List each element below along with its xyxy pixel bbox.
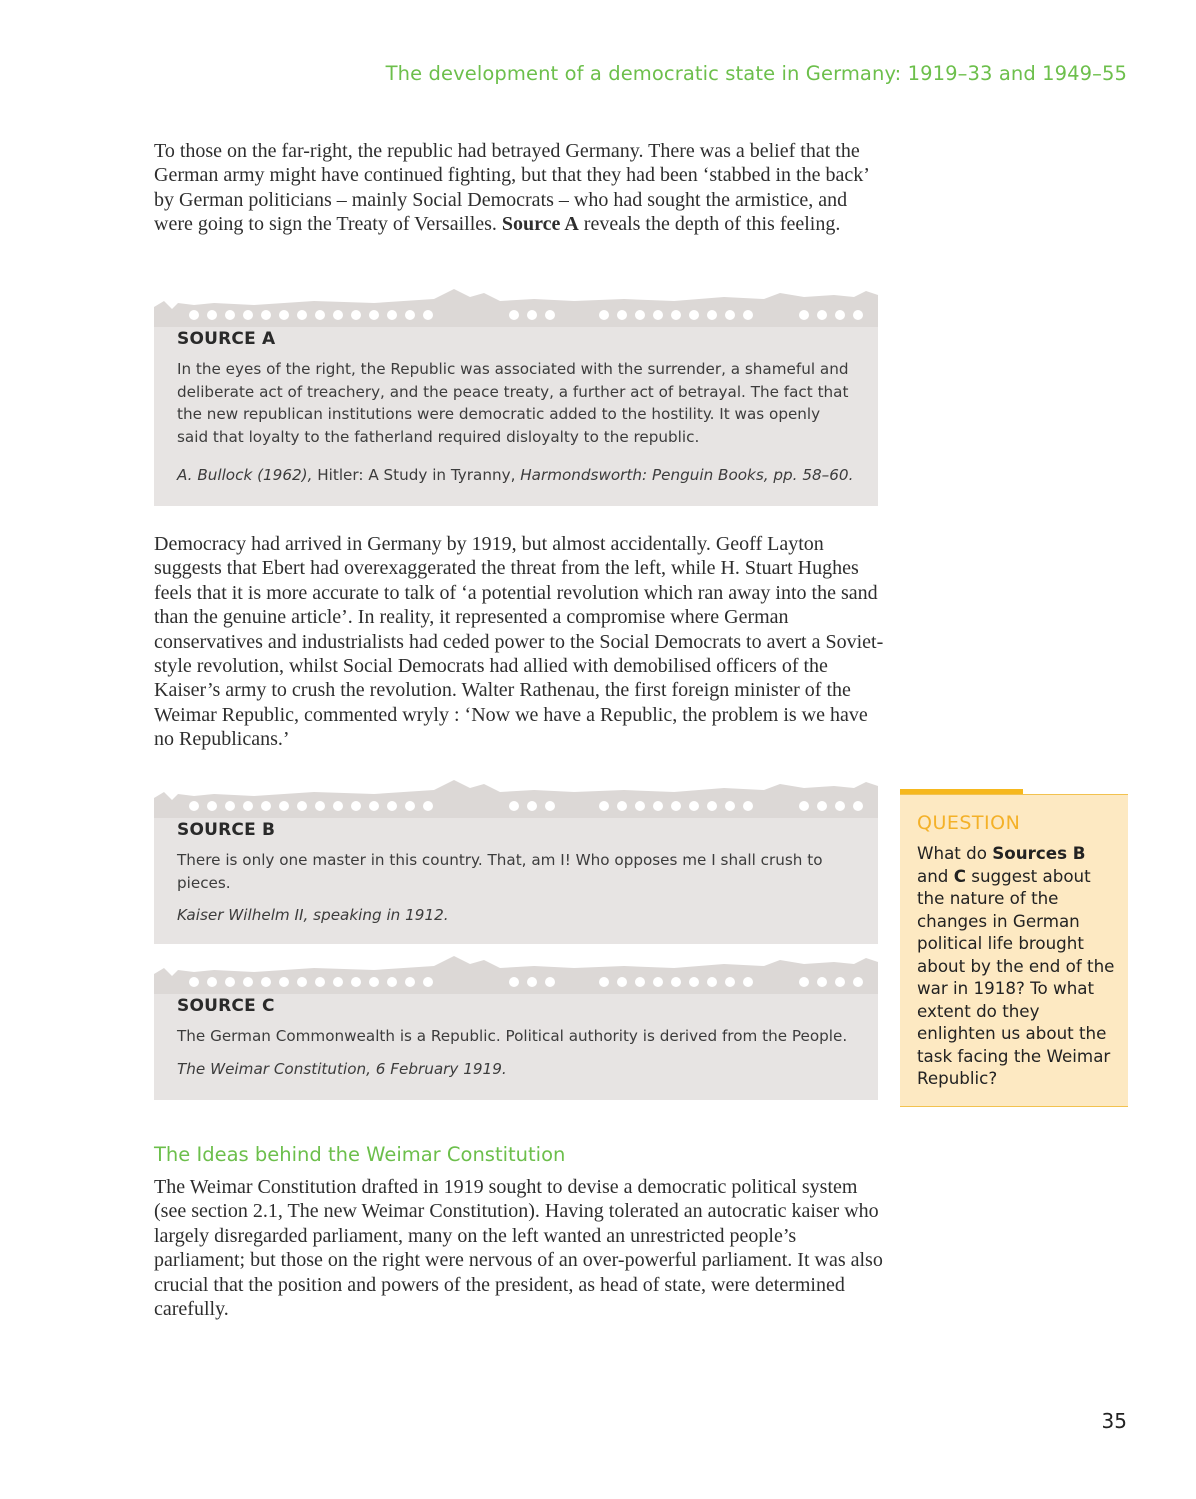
q-text-3: suggest about the nature of the changes in German political life brought about by the end of the war in 1918? To what extent do they enlighten us about the task facing the Weimar Republic? bbox=[917, 865, 1115, 1088]
source-b-citation bbox=[177, 904, 855, 926]
source-c-cite-text: The Weimar Constitution, 6 February 1919. bbox=[177, 1059, 507, 1078]
torn-edge-decoration bbox=[154, 954, 878, 994]
source-c-title: SOURCE C bbox=[177, 996, 275, 1016]
source-c-citation bbox=[177, 1058, 855, 1080]
section-heading: The Ideas behind the Weimar Constitution bbox=[154, 1143, 566, 1166]
source-a-box bbox=[154, 287, 878, 506]
source-c-content bbox=[154, 986, 878, 1100]
page-number: 35 bbox=[1101, 1409, 1127, 1433]
source-b-box bbox=[154, 778, 878, 944]
q-text-2: and bbox=[917, 865, 954, 886]
source-a-content bbox=[154, 319, 878, 506]
source-b-cite-text: Kaiser Wilhelm II, speaking in 1912. bbox=[177, 906, 449, 924]
source-b-content bbox=[154, 810, 878, 944]
q-bold-2: C bbox=[953, 865, 966, 886]
source-a-reference: Source A bbox=[501, 213, 579, 236]
source-c-box bbox=[154, 954, 878, 1100]
cite-title: Hitler: A Study in Tyranny, bbox=[317, 466, 521, 484]
question-title: QUESTION bbox=[917, 812, 1021, 834]
torn-edge-decoration bbox=[154, 287, 878, 327]
intro-text-1: To those on the far-right, the republic had betrayed Germany. There was a belief that the German army might have continued fighting, but that they had been ‘stabbed in the back’ by German politicians – mainly Social Democrats – who had sought the armistice, and were going to sign the Treaty of Versailles. bbox=[154, 140, 869, 236]
source-c-text: The German Commonwealth is a Republic. Political authority is derived from the People. bbox=[177, 1027, 848, 1045]
intro-text-2: reveals the depth of this feeling. bbox=[578, 213, 841, 236]
torn-edge-decoration bbox=[154, 778, 878, 818]
question-text bbox=[917, 842, 1122, 1090]
cite-publisher: Harmondsworth: Penguin Books, pp. 58–60. bbox=[520, 466, 854, 484]
q-text-1: What do bbox=[917, 843, 993, 863]
q-bold-1: Sources B bbox=[992, 843, 1086, 863]
source-b-title: SOURCE B bbox=[177, 820, 276, 840]
running-header-title: The development of a democratic state in Germany: 1919–33 and 1949–55 bbox=[385, 62, 1127, 85]
source-a-citation bbox=[177, 464, 855, 486]
cite-author: A. Bullock (1962), bbox=[177, 466, 318, 484]
source-b-text: There is only one master in this country. That, am I! Who opposes me I shall crush to pieces. bbox=[177, 851, 823, 892]
section-paragraph: The Weimar Constitution drafted in 1919 sought to devise a democratic political system (see section 2.1, The new Weimar Constitution). Having tolerated an autocratic kaiser who largely disregarded parliament, many on the left wanted an unrestricted people’s parliament; but those on the right were nervous of an over-powerful parliament. It was also crucial that the position and powers of the president, as head of state, were determined carefully. bbox=[154, 1176, 883, 1321]
intro-paragraph bbox=[154, 139, 884, 237]
source-a-title: SOURCE A bbox=[177, 329, 276, 349]
source-a-text: In the eyes of the right, the Republic was associated with the surrender, a shameful and deliberate act of treachery, and the peace treaty, a further act of betrayal. The fact that the new republican institutions were democratic added to the hostility. It was openly said that loyalty to the fatherland required disloyalty to the republic. bbox=[177, 360, 849, 446]
democracy-paragraph: Democracy had arrived in Germany by 1919, but almost accidentally. Geoff Layton suggests that Ebert had overexaggerated the threat from the left, while H. Stuart Hughes feels that it is more accurate to talk of ‘a potential revolution which ran away into the sand than the genuine article’. In reality, it represented a compromise where German conservatives and industrialists had ceded power to the Social Democrats to avert a Soviet-style revolution, whilst Social Democrats had allied with demobilised officers of the Kaiser’s army to crush the revolution. Walter Rathenau, the first foreign minister of the Weimar Republic, commented wryly : ‘Now we have a Republic, the problem is we have no Republicans.’ bbox=[154, 533, 884, 751]
question-box bbox=[900, 794, 1128, 1107]
